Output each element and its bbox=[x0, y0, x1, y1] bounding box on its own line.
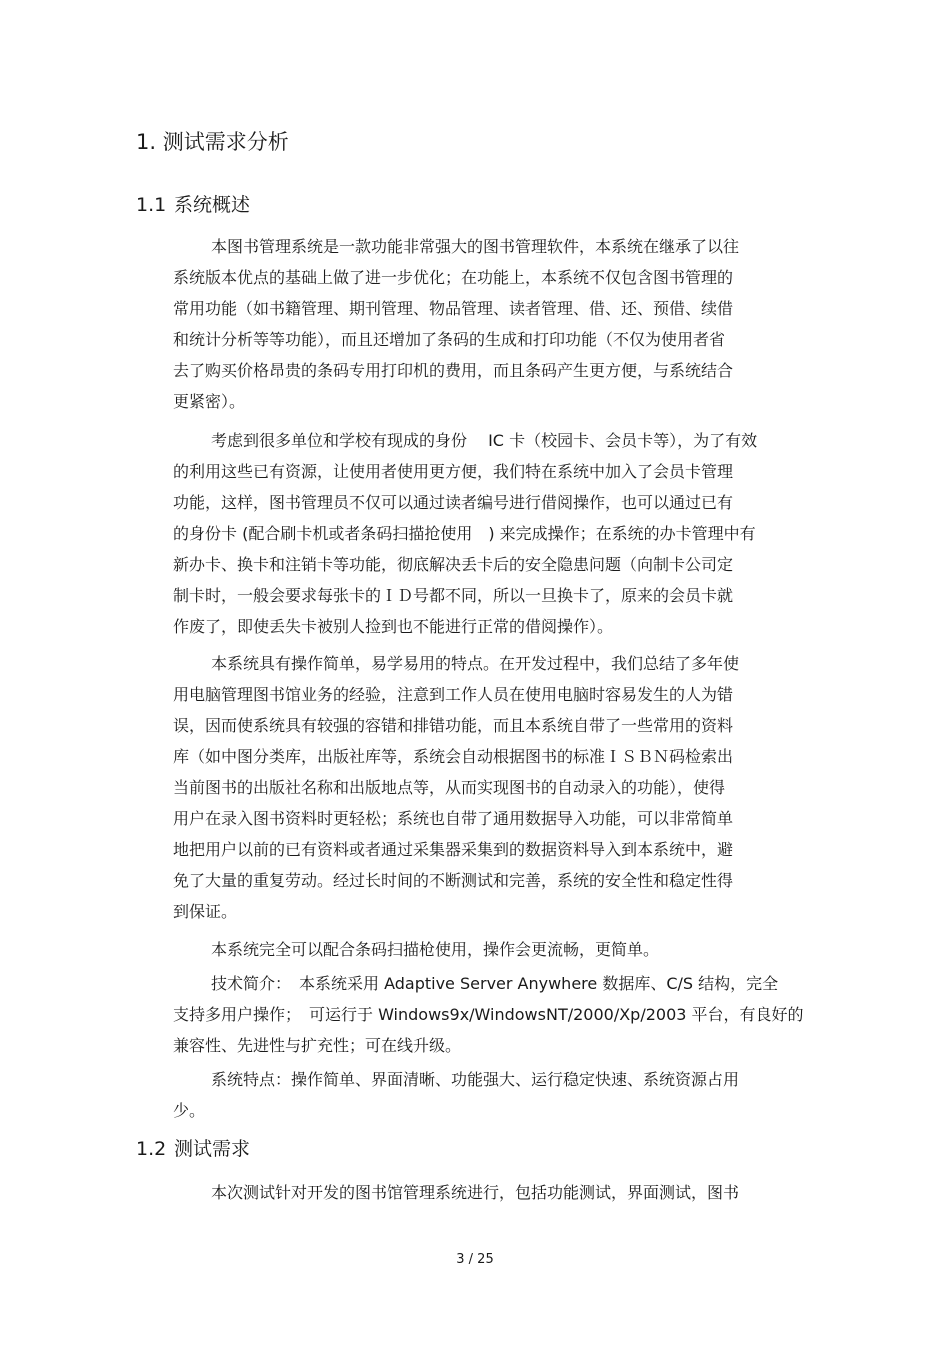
section-number: 1.2 bbox=[136, 1138, 167, 1160]
text-line: 和统计分析等等功能），而且还增加了条码的生成和打印功能（不仅为使用者省 bbox=[173, 330, 726, 349]
text-line: 本系统完全可以配合条码扫描枪使用，操作会更流畅，更简单。 bbox=[211, 940, 660, 959]
paragraph-intro bbox=[173, 231, 853, 417]
section-number: 1.1 bbox=[136, 194, 167, 216]
paragraph-test-scope bbox=[173, 1177, 853, 1208]
text-line: 的利用这些已有资源，让使用者使用更方便，我们特在系统中加入了会员卡管理 bbox=[173, 462, 734, 481]
text-line: 系统特点：操作简单、界面清晰、功能强大、运行稳定快速、系统资源占用 bbox=[211, 1070, 740, 1089]
paragraph-member-card bbox=[173, 425, 853, 642]
paragraph-barcode bbox=[173, 934, 853, 965]
text-line: 用电脑管理图书馆业务的经验，注意到工作人员在使用电脑时容易发生的人为错 bbox=[173, 685, 734, 704]
page-number: 3 / 25 bbox=[456, 1252, 494, 1267]
paragraph-tech bbox=[173, 968, 853, 1061]
text-line: 更紧密）。 bbox=[173, 392, 246, 411]
section-title: 测试需求 bbox=[174, 1138, 251, 1160]
text-line: 本次测试针对开发的图书馆管理系统进行，包括功能测试，界面测试，图书 bbox=[211, 1183, 740, 1202]
text-line: 误，因而使系统具有较强的容错和排错功能，而且本系统自带了一些常用的资料 bbox=[173, 716, 734, 735]
text-line: 当前图书的出版社名称和出版地点等，从而实现图书的自动录入的功能），使得 bbox=[173, 778, 726, 797]
text-line: 去了购买价格昂贵的条码专用打印机的费用，而且条码产生更方便，与系统结合 bbox=[173, 361, 734, 380]
text-line: 新办卡、换卡和注销卡等功能，彻底解决丢卡后的安全隐患问题（向制卡公司定 bbox=[173, 555, 734, 574]
text-line: 作废了，即使丢失卡被别人捡到也不能进行正常的借阅操作）。 bbox=[173, 617, 614, 636]
text-line: 的身份卡 (配合刷卡机或者条码扫描抢使用 ) 来完成操作；在系统的办卡管理中有 bbox=[173, 524, 756, 543]
chapter-heading: 1. 测试需求分析 bbox=[136, 130, 289, 154]
section-heading-overview bbox=[136, 192, 250, 218]
text-line: 用户在录入图书资料时更轻松；系统也自带了通用数据导入功能，可以非常简单 bbox=[173, 809, 734, 828]
text-line: 库（如中图分类库，出版社库等，系统会自动根据图书的标准ＩＳＢＮ码检索出 bbox=[173, 747, 734, 766]
text-line: 兼容性、先进性与扩充性；可在线升级。 bbox=[173, 1036, 462, 1055]
text-line: 技术简介： 本系统采用 Adaptive Server Anywhere 数据库、C/S 结构，完全 bbox=[211, 974, 779, 993]
text-line: 系统版本优点的基础上做了进一步优化；在功能上，本系统不仅包含图书管理的 bbox=[173, 268, 734, 287]
section-title: 系统概述 bbox=[174, 194, 251, 216]
text-line: 到保证。 bbox=[173, 902, 238, 921]
paragraph-features bbox=[173, 648, 853, 927]
text-line: 考虑到很多单位和学校有现成的身份 IC 卡（校园卡、会员卡等），为了有效 bbox=[211, 431, 758, 450]
text-line: 常用功能（如书籍管理、期刊管理、物品管理、读者管理、借、还、预借、续借 bbox=[173, 299, 734, 318]
text-line: 功能，这样，图书管理员不仅可以通过读者编号进行借阅操作，也可以通过已有 bbox=[173, 493, 734, 512]
text-line: 地把用户以前的已有资料或者通过采集器采集到的数据资料导入到本系统中，避 bbox=[173, 840, 734, 859]
text-line: 制卡时，一般会要求每张卡的ＩＤ号都不同，所以一旦换卡了，原来的会员卡就 bbox=[173, 586, 734, 605]
text-line: 支持多用户操作； 可运行于 Windows9x/WindowsNT/2000/Xp/2003 平台，有良好的 bbox=[173, 1005, 804, 1024]
section-heading-requirements bbox=[136, 1136, 250, 1162]
text-line: 本系统具有操作简单，易学易用的特点。在开发过程中，我们总结了多年使 bbox=[211, 654, 740, 673]
text-line: 本图书管理系统是一款功能非常强大的图书管理软件，本系统在继承了以往 bbox=[211, 237, 740, 256]
paragraph-characteristics bbox=[173, 1064, 853, 1126]
text-line: 少。 bbox=[173, 1101, 206, 1120]
text-line: 免了大量的重复劳动。经过长时间的不断测试和完善，系统的安全性和稳定性得 bbox=[173, 871, 734, 890]
